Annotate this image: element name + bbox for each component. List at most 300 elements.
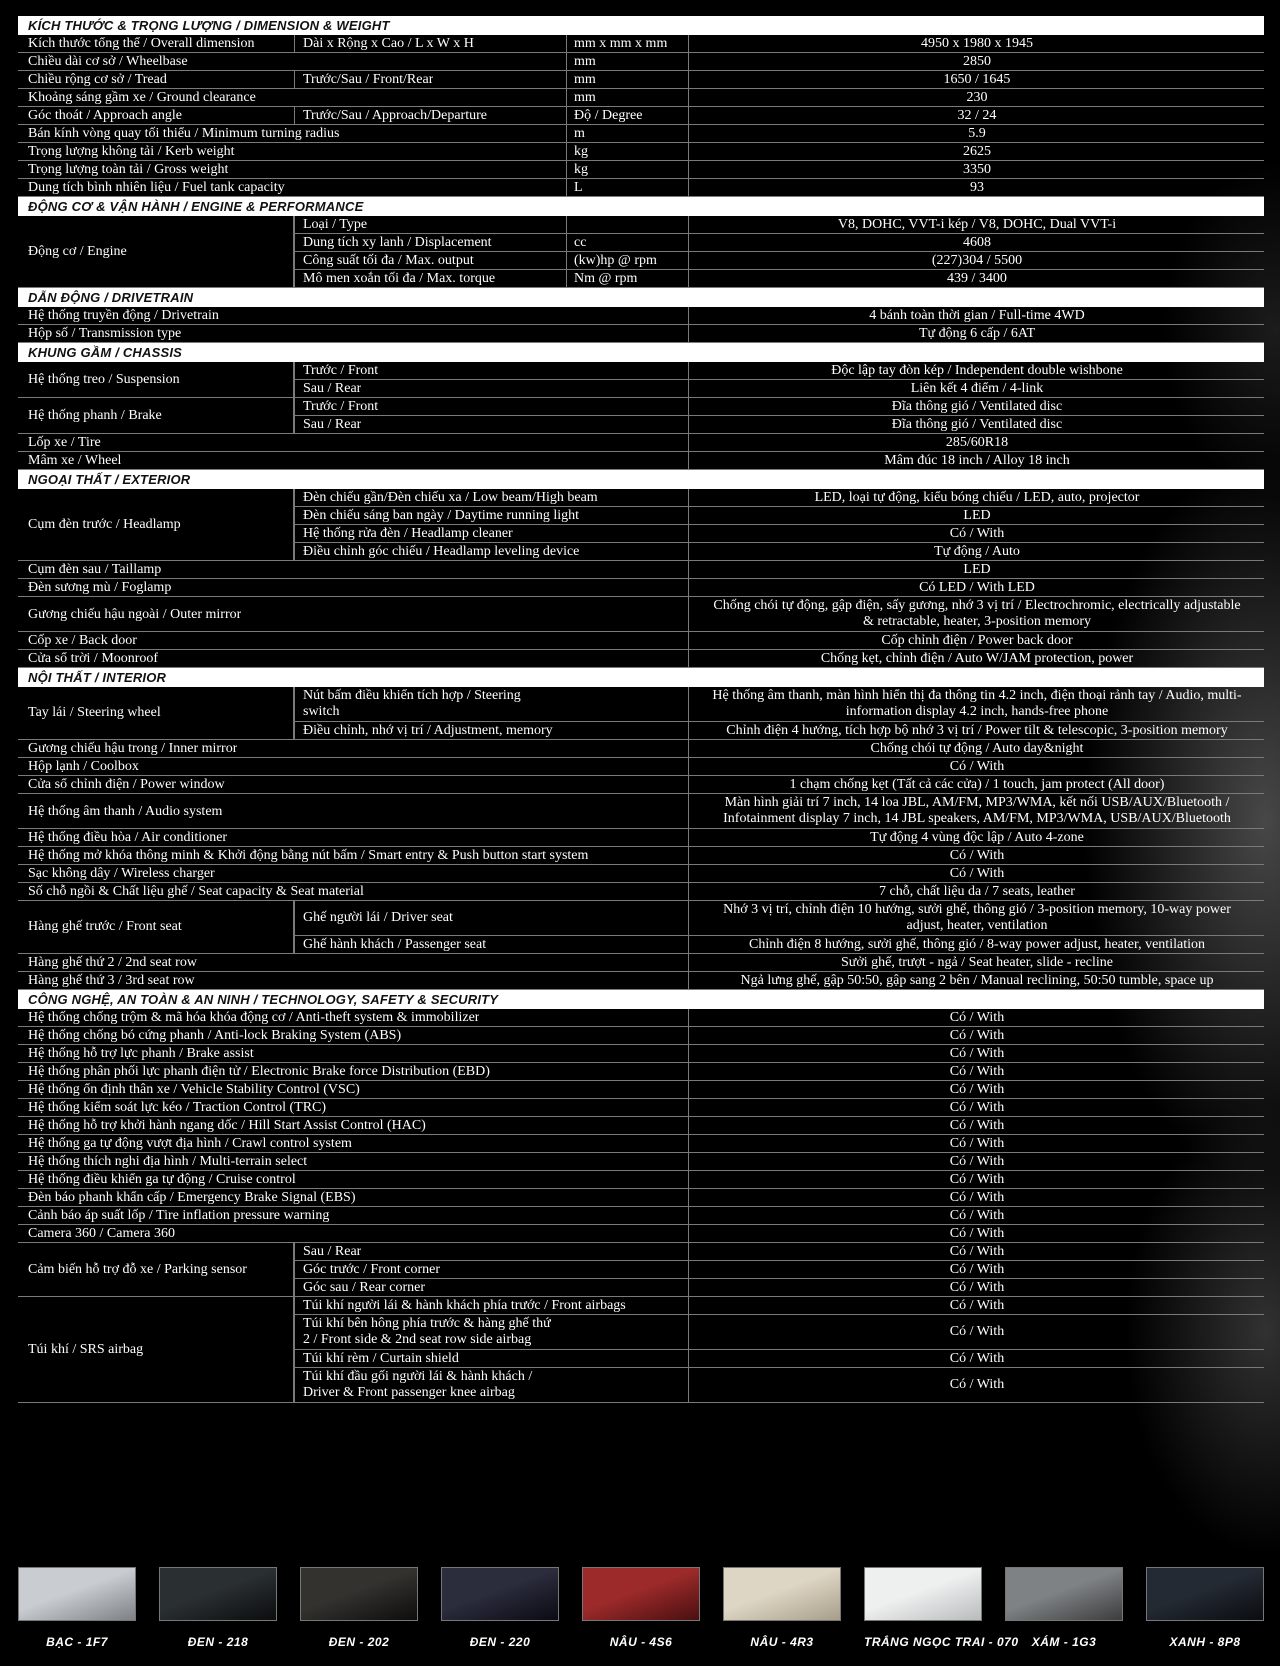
spec-sublabel: Trước / Front (303, 363, 379, 378)
column-divider (566, 216, 567, 233)
spec-value: Có LED / With LED (919, 580, 1035, 595)
spec-value: 439 / 3400 (947, 271, 1007, 286)
spec-row (18, 561, 1264, 579)
spec-group-label: Tay lái / Steering wheel (18, 687, 294, 740)
column-divider (294, 35, 295, 52)
spec-unit: L (574, 180, 583, 195)
paint-sample (442, 1568, 558, 1620)
spec-value: Nhớ 3 vị trí, chỉnh điện 10 hướng, sưởi ghế, thông gió / 3-position memory, 10-way power adjust, heater, ventilation (723, 902, 1231, 933)
column-divider (688, 35, 689, 52)
spec-value: Có / With (949, 1118, 1005, 1133)
spec-row (18, 143, 1264, 161)
spec-label: Hệ thống hỗ trợ lực phanh / Brake assist (28, 1046, 254, 1061)
column-divider (688, 1207, 689, 1224)
spec-sublabel: Đèn chiếu sáng ban ngày / Daytime running light (303, 508, 580, 523)
spec-unit: kg (574, 162, 588, 177)
spec-label: Hệ thống âm thanh / Audio system (28, 803, 223, 819)
color-chip (441, 1567, 559, 1621)
spec-row (18, 1099, 1264, 1117)
spec-row (18, 452, 1264, 470)
paint-sample (583, 1568, 699, 1620)
color-chip (1146, 1567, 1264, 1621)
column-divider (688, 125, 689, 142)
column-divider (688, 597, 689, 631)
color-chip (582, 1567, 700, 1621)
column-divider (688, 1153, 689, 1170)
column-divider (566, 71, 567, 88)
spec-value: Có / With (949, 759, 1005, 774)
section-header: CÔNG NGHỆ, AN TOÀN & AN NINH / TECHNOLOGY, SAFETY & SECURITY (18, 990, 1264, 1009)
column-divider (294, 252, 295, 269)
spec-label: Cảnh báo áp suất lốp / Tire inflation pressure warning (28, 1208, 330, 1223)
column-divider (688, 1261, 689, 1278)
spec-value: Đĩa thông gió / Ventilated disc (891, 417, 1063, 432)
column-divider (294, 107, 295, 124)
spec-label: Số chỗ ngồi & Chất liệu ghế / Seat capacity & Seat material (28, 884, 364, 899)
spec-value: Độc lập tay đòn kép / Independent double wishbone (831, 363, 1123, 378)
column-divider (294, 525, 295, 542)
spec-sublabel: Công suất tối đa / Max. output (303, 253, 474, 268)
spec-unit: cc (574, 235, 587, 250)
spec-sublabel: Hệ thống rửa đèn / Headlamp cleaner (303, 526, 513, 541)
column-divider (688, 1189, 689, 1206)
spec-value: Chỉnh điện 8 hướng, sưởi ghế, thông gió / 8-way power adjust, heater, ventilation (749, 937, 1205, 952)
spec-value: Có / With (949, 1208, 1005, 1223)
column-divider (688, 847, 689, 864)
color-option[interactable] (723, 1567, 841, 1649)
color-chip (300, 1567, 418, 1621)
spec-label: Chiều dài cơ sở / Wheelbase (28, 54, 188, 69)
spec-unit: Nm @ rpm (574, 271, 638, 286)
spec-label: Cửa sổ chỉnh điện / Power window (28, 777, 225, 792)
spec-value: Chống chói tự động / Auto day&night (870, 741, 1084, 756)
spec-group-label: Túi khí / SRS airbag (18, 1297, 294, 1403)
spec-sublabel: Đèn chiếu gần/Đèn chiếu xa / Low beam/High beam (303, 490, 598, 505)
column-divider (566, 107, 567, 124)
spec-sublabel: Trước/Sau / Front/Rear (303, 72, 434, 87)
column-divider (294, 398, 295, 415)
section-header: NỘI THẤT / INTERIOR (18, 668, 1264, 687)
spec-label: Hộp lạnh / Coolbox (28, 759, 139, 774)
spec-value: Có / With (949, 1064, 1005, 1079)
spec-value: Có / With (949, 1172, 1005, 1187)
spec-value: Tự động 6 cấp / 6AT (918, 326, 1036, 341)
paint-sample (865, 1568, 981, 1620)
spec-value: Sưởi ghế, trượt - ngả / Seat heater, slide - recline (840, 955, 1113, 970)
spec-value: 5.9 (968, 126, 986, 141)
spec-value: Có / With (949, 1010, 1005, 1025)
column-divider (688, 489, 689, 506)
column-divider (688, 107, 689, 124)
spec-row (18, 35, 1264, 53)
color-chip (18, 1567, 136, 1621)
column-divider (688, 1009, 689, 1026)
column-divider (566, 252, 567, 269)
spec-value: 7 chỗ, chất liệu da / 7 seats, leather (879, 884, 1075, 899)
color-option[interactable] (864, 1567, 1019, 1649)
spec-value: 32 / 24 (957, 108, 997, 123)
spec-label: Cụm đèn sau / Taillamp (28, 562, 162, 577)
spec-label: Gương chiếu hậu ngoài / Outer mirror (28, 606, 242, 622)
column-divider (688, 1045, 689, 1062)
spec-row (18, 1027, 1264, 1045)
spec-group-label: Động cơ / Engine (18, 216, 294, 288)
spec-row (18, 1153, 1264, 1171)
spec-label: Khoảng sáng gầm xe / Ground clearance (28, 90, 256, 105)
spec-row (18, 1045, 1264, 1063)
paint-sample (1006, 1568, 1122, 1620)
column-divider (688, 632, 689, 649)
spec-row (18, 597, 1264, 632)
column-divider (688, 579, 689, 596)
column-divider (566, 35, 567, 52)
spec-label: Hệ thống kiểm soát lực kéo / Traction Control (TRC) (28, 1100, 327, 1115)
spec-row (18, 1189, 1264, 1207)
spec-value: Có / With (949, 1190, 1005, 1205)
spec-sublabel: Mô men xoắn tối đa / Max. torque (303, 271, 496, 286)
column-divider (294, 216, 295, 233)
spec-group-label: Hệ thống treo / Suspension (18, 362, 294, 398)
color-option[interactable] (441, 1567, 559, 1649)
spec-sublabel: Sau / Rear (303, 1244, 362, 1259)
column-divider (688, 1315, 689, 1349)
spec-value: Hệ thống âm thanh, màn hình hiển thị đa thông tin 4.2 inch, điện thoại rảnh tay / Audio, multi-information display 4.2 inch, hands-free phone (712, 688, 1242, 719)
spec-group-label: Hàng ghế trước / Front seat (18, 901, 294, 954)
spec-row (18, 972, 1264, 990)
spec-unit: mm (574, 72, 596, 87)
column-divider (688, 161, 689, 178)
column-divider (294, 543, 295, 560)
section-header: KHUNG GẦM / CHASSIS (18, 343, 1264, 362)
spec-label: Hệ thống ổn định thân xe / Vehicle Stability Control (VSC) (28, 1082, 360, 1097)
spec-value: Mâm đúc 18 inch / Alloy 18 inch (884, 453, 1070, 468)
spec-value: LED (963, 562, 991, 577)
paint-sample (1147, 1568, 1263, 1620)
spec-value: Có / With (949, 866, 1005, 881)
column-divider (688, 650, 689, 667)
spec-row (18, 579, 1264, 597)
column-divider (688, 1171, 689, 1188)
spec-unit: mm (574, 90, 596, 105)
spec-sublabel: Sau / Rear (303, 381, 362, 396)
spec-label: Góc thoát / Approach angle (28, 108, 182, 123)
column-divider (688, 525, 689, 542)
spec-value: 3350 (963, 162, 991, 177)
column-divider (688, 1135, 689, 1152)
spec-row (18, 1135, 1264, 1153)
color-swatches (18, 1567, 1264, 1659)
spec-label: Hệ thống truyền động / Drivetrain (28, 308, 219, 323)
spec-row (18, 1081, 1264, 1099)
spec-row (18, 1225, 1264, 1243)
spec-value: 285/60R18 (945, 435, 1009, 450)
spec-label: Mâm xe / Wheel (28, 453, 122, 468)
spec-label: Chiều rộng cơ sở / Tread (28, 72, 167, 87)
spec-value: V8, DOHC, VVT-i kép / V8, DOHC, Dual VVT-i (837, 217, 1117, 232)
spec-label: Hệ thống hỗ trợ khởi hành ngang dốc / Hill Start Assist Control (HAC) (28, 1118, 426, 1133)
column-divider (294, 1350, 295, 1367)
column-divider (688, 776, 689, 793)
column-divider (688, 507, 689, 524)
spec-value: LED (963, 508, 991, 523)
column-divider (688, 143, 689, 160)
spec-sublabel: Điều chỉnh, nhớ vị trí / Adjustment, memory (303, 723, 553, 738)
spec-label: Đèn sương mù / Foglamp (28, 580, 172, 595)
spec-row (18, 107, 1264, 125)
column-divider (566, 125, 567, 142)
column-divider (294, 416, 295, 433)
spec-value: 1 chạm chống kẹt (Tất cả các cửa) / 1 touch, jam protect (All door) (789, 777, 1165, 792)
spec-row (18, 179, 1264, 197)
section-header: DẪN ĐỘNG / DRIVETRAIN (18, 288, 1264, 307)
spec-label: Trọng lượng toàn tải / Gross weight (28, 162, 229, 177)
spec-label: Cốp xe / Back door (28, 633, 137, 648)
column-divider (688, 722, 689, 739)
column-divider (688, 325, 689, 342)
color-name: NÂU - 4S6 (609, 1635, 673, 1649)
spec-value: 1650 / 1645 (943, 72, 1011, 87)
spec-sublabel: Túi khí rèm / Curtain shield (303, 1351, 459, 1366)
spec-value: 4 bánh toàn thời gian / Full-time 4WD (869, 308, 1085, 323)
spec-sublabel: Ghế hành khách / Passenger seat (303, 937, 487, 952)
column-divider (566, 89, 567, 106)
column-divider (688, 1081, 689, 1098)
spec-unit: Độ / Degree (574, 108, 643, 123)
column-divider (566, 270, 567, 287)
column-divider (688, 1297, 689, 1314)
spec-row (18, 1117, 1264, 1135)
column-divider (688, 89, 689, 106)
spec-sublabel: Ghế người lái / Driver seat (303, 910, 453, 925)
spec-row (18, 307, 1264, 325)
spec-row (18, 53, 1264, 71)
column-divider (294, 507, 295, 524)
spec-row (18, 125, 1264, 143)
paint-sample (19, 1568, 135, 1620)
column-divider (294, 1368, 295, 1402)
spec-sublabel: Nút bấm điều khiển tích hợp / Steering switch (303, 688, 521, 719)
spec-row (18, 758, 1264, 776)
spec-sublabel: Trước/Sau / Approach/Departure (303, 108, 487, 123)
spec-value: 4950 x 1980 x 1945 (921, 36, 1033, 51)
spec-group-label: Hệ thống phanh / Brake (18, 398, 294, 434)
color-chip (1005, 1567, 1123, 1621)
color-name: ĐEN - 218 (187, 1635, 249, 1649)
spec-value: Tự động / Auto (934, 544, 1020, 559)
color-chip (159, 1567, 277, 1621)
spec-group-label: Cụm đèn trước / Headlamp (18, 489, 294, 561)
paint-sample (160, 1568, 276, 1620)
color-name: XÁM - 1G3 (1031, 1635, 1097, 1649)
spec-value: Liên kết 4 điểm / 4-link (910, 381, 1044, 396)
spec-value: Ngả lưng ghế, gập 50:50, gập sang 2 bên / Manual reclining, 50:50 tumble, space up (740, 973, 1214, 988)
spec-row (18, 865, 1264, 883)
spec-sublabel: Góc trước / Front corner (303, 1262, 441, 1277)
spec-value: 2850 (963, 54, 991, 69)
spec-value: Chống chói tự động, gập điện, sấy gương, nhớ 3 vị trí / Electrochromic, electrically adjustable & retractable, heater, 3-position memory (713, 598, 1241, 629)
column-divider (294, 1315, 295, 1349)
column-divider (688, 1099, 689, 1116)
spec-label: Hệ thống chống bó cứng phanh / Anti-lock Braking System (ABS) (28, 1028, 402, 1043)
color-option[interactable] (1146, 1567, 1264, 1649)
spec-label: Dung tích bình nhiên liệu / Fuel tank capacity (28, 180, 285, 195)
color-name: ĐEN - 220 (469, 1635, 531, 1649)
column-divider (688, 1063, 689, 1080)
spec-sublabel: Trước / Front (303, 399, 379, 414)
spec-row (18, 1171, 1264, 1189)
column-divider (688, 1350, 689, 1367)
column-divider (294, 489, 295, 506)
column-divider (688, 362, 689, 379)
spec-label: Hộp số / Transmission type (28, 326, 182, 341)
spec-row (18, 794, 1264, 829)
column-divider (688, 901, 689, 935)
column-divider (294, 901, 295, 935)
color-option[interactable] (1005, 1567, 1123, 1649)
spec-value: Có / With (949, 1280, 1005, 1295)
column-divider (688, 1027, 689, 1044)
color-name: XANH - 8P8 (1169, 1635, 1241, 1649)
column-divider (566, 179, 567, 196)
column-divider (688, 954, 689, 971)
column-divider (294, 362, 295, 379)
spec-row (18, 650, 1264, 668)
spec-row (18, 161, 1264, 179)
spec-unit: (kw)hp @ rpm (574, 253, 657, 268)
spec-sublabel: Dung tích xy lanh / Displacement (303, 235, 492, 250)
spec-value: Có / With (949, 848, 1005, 863)
column-divider (688, 687, 689, 721)
column-divider (566, 53, 567, 70)
spec-sublabel: Góc sau / Rear corner (303, 1280, 426, 1295)
spec-label: Hệ thống điều khiển ga tự động / Cruise control (28, 1172, 296, 1187)
column-divider (294, 380, 295, 397)
spec-value: Có / With (949, 1028, 1005, 1043)
spec-value: Có / With (949, 1100, 1005, 1115)
spec-sublabel: Dài x Rộng x Cao / L x W x H (303, 36, 474, 51)
spec-value: Có / With (949, 526, 1005, 541)
spec-label: Hệ thống phân phối lực phanh điện tử / Electronic Brake force Distribution (EBD) (28, 1064, 490, 1079)
column-divider (294, 1279, 295, 1296)
column-divider (688, 1368, 689, 1402)
paint-sample (724, 1568, 840, 1620)
color-name: BẠC - 1F7 (46, 1635, 108, 1649)
column-divider (688, 883, 689, 900)
spec-sublabel: Điều chỉnh góc chiếu / Headlamp leveling device (303, 544, 580, 559)
spec-sublabel: Túi khí người lái & hành khách phía trước / Front airbags (303, 1298, 626, 1313)
spec-sublabel: Loại / Type (303, 217, 368, 232)
spec-value: Cốp chỉnh điện / Power back door (881, 633, 1073, 648)
column-divider (688, 252, 689, 269)
color-chip (864, 1567, 982, 1621)
spec-row (18, 829, 1264, 847)
column-divider (688, 865, 689, 882)
color-chip (723, 1567, 841, 1621)
column-divider (688, 434, 689, 451)
spec-value: Có / With (949, 1324, 1005, 1339)
column-divider (294, 687, 295, 721)
spec-row (18, 632, 1264, 650)
column-divider (688, 561, 689, 578)
spec-label: Hệ thống ga tự động vượt địa hình / Crawl control system (28, 1136, 352, 1151)
spec-row (18, 434, 1264, 452)
column-divider (688, 1279, 689, 1296)
spec-row (18, 954, 1264, 972)
spec-value: 2625 (963, 144, 991, 159)
column-divider (688, 1243, 689, 1260)
column-divider (294, 71, 295, 88)
column-divider (688, 1225, 689, 1242)
spec-value: Có / With (949, 1046, 1005, 1061)
column-divider (688, 543, 689, 560)
spec-label: Gương chiếu hậu trong / Inner mirror (28, 741, 238, 756)
column-divider (688, 307, 689, 324)
spec-value: Có / With (949, 1244, 1005, 1259)
color-option[interactable] (582, 1567, 700, 1649)
spec-value: Chống kẹt, chỉnh điện / Auto W/JAM protection, power (820, 651, 1134, 666)
spec-label: Hàng ghế thứ 2 / 2nd seat row (28, 955, 197, 970)
spec-value: 4608 (963, 235, 991, 250)
column-divider (688, 270, 689, 287)
spec-unit: kg (574, 144, 588, 159)
spec-row (18, 847, 1264, 865)
spec-value: LED, loại tự động, kiểu bóng chiếu / LED, auto, projector (814, 490, 1140, 505)
spec-row (18, 883, 1264, 901)
spec-value: Màn hình giải trí 7 inch, 14 loa JBL, AM/FM, MP3/WMA, kết nối USB/AUX/Bluetooth / Infotainment display 7 inch, 14 JBL speakers, AM/FM, MP3/WMA, USB/AUX/Bluetooth (723, 795, 1231, 826)
spec-value: Chỉnh điện 4 hướng, tích hợp bộ nhớ 3 vị trí / Power tilt & telescopic, 3-position memory (726, 723, 1228, 738)
spec-label: Hệ thống thích nghi địa hình / Multi-terrain select (28, 1154, 308, 1169)
spec-unit: mm (574, 54, 596, 69)
spec-row (18, 740, 1264, 758)
column-divider (688, 740, 689, 757)
spec-label: Hệ thống điều hòa / Air conditioner (28, 830, 228, 845)
spec-label: Bán kính vòng quay tối thiểu / Minimum turning radius (28, 126, 340, 141)
column-divider (688, 1117, 689, 1134)
spec-sublabel: Sau / Rear (303, 417, 362, 432)
column-divider (688, 380, 689, 397)
color-option[interactable] (300, 1567, 418, 1649)
spec-unit: mm x mm x mm (574, 36, 668, 51)
spec-value: Có / With (949, 1298, 1005, 1313)
spec-row (18, 1009, 1264, 1027)
column-divider (294, 234, 295, 251)
column-divider (688, 829, 689, 846)
spec-row (18, 1207, 1264, 1225)
color-option[interactable] (159, 1567, 277, 1649)
column-divider (294, 936, 295, 953)
spec-label: Cửa sổ trời / Moonroof (28, 651, 159, 666)
column-divider (688, 758, 689, 775)
spec-label: Lốp xe / Tire (28, 435, 101, 450)
column-divider (688, 416, 689, 433)
spec-row (18, 1063, 1264, 1081)
spec-row (18, 71, 1264, 89)
column-divider (688, 234, 689, 251)
spec-label: Hệ thống mở khóa thông minh & Khởi động bằng nút bấm / Smart entry & Push button start system (28, 848, 589, 863)
column-divider (294, 1243, 295, 1260)
spec-value: Có / With (949, 1136, 1005, 1151)
column-divider (688, 53, 689, 70)
spec-value: Có / With (949, 1377, 1005, 1392)
spec-value: 230 (966, 90, 988, 105)
spec-sublabel: Túi khí bên hông phía trước & hàng ghế thứ 2 / Front side & 2nd seat row side airbag (303, 1316, 551, 1347)
column-divider (688, 972, 689, 989)
spec-row (18, 776, 1264, 794)
spec-label: Hệ thống chống trộm & mã hóa khóa động cơ / Anti-theft system & immobilizer (28, 1010, 480, 1025)
column-divider (566, 234, 567, 251)
spec-label: Hàng ghế thứ 3 / 3rd seat row (28, 973, 195, 988)
color-option[interactable] (18, 1567, 136, 1649)
